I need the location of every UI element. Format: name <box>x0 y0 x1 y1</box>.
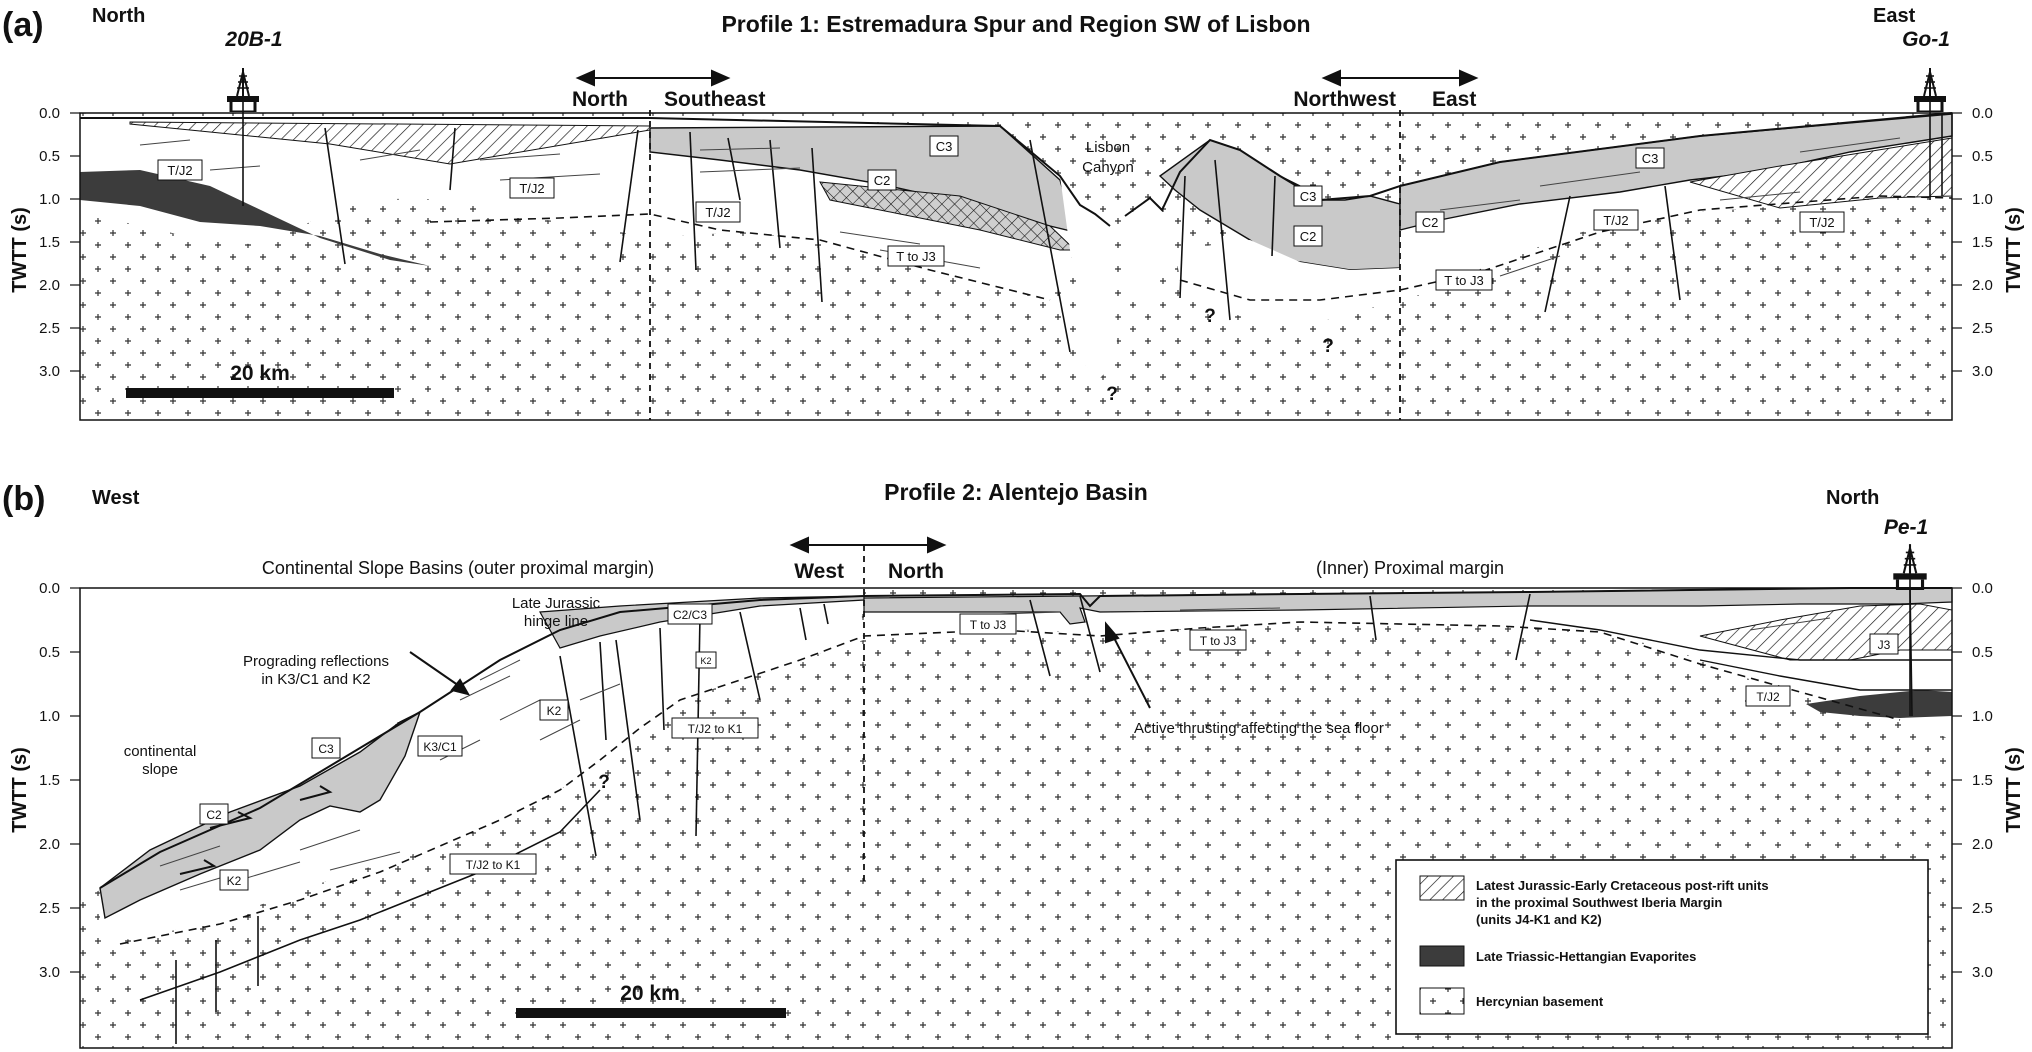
panel-a-dir1-right: Southeast <box>664 88 766 111</box>
panel-b-unit-label: J3 <box>1877 638 1891 652</box>
svg-text:1.0: 1.0 <box>39 191 60 208</box>
panel-a-unit-label: C2 <box>1299 229 1317 244</box>
svg-text:0.5: 0.5 <box>39 644 60 661</box>
panel-b-scale-label: 20 km <box>620 982 680 1005</box>
panel-a-dir2-left: Northwest <box>1293 88 1396 111</box>
panel-b-question: ? <box>598 772 610 793</box>
svg-text:2.5: 2.5 <box>1972 320 1993 337</box>
svg-text:3.0: 3.0 <box>1972 964 1993 981</box>
panel-a <box>2 5 2025 420</box>
panel-a-right-axis <box>1952 105 2025 380</box>
svg-text:1.0: 1.0 <box>1972 191 1993 208</box>
panel-b-corner-right: North <box>1826 487 1880 509</box>
panel-b-slope-1: continental <box>123 743 197 760</box>
svg-text:0.0: 0.0 <box>1972 105 1993 122</box>
svg-text:0.5: 0.5 <box>1972 148 1993 165</box>
legend-swatch-basement <box>1420 988 1464 1014</box>
panel-a-unit-label: T/J2 <box>519 181 545 196</box>
svg-text:2.0: 2.0 <box>1972 277 1993 294</box>
svg-text:0.0: 0.0 <box>39 105 60 122</box>
panel-a-well-left: 20B-1 <box>225 28 283 51</box>
panel-a-question-3: ? <box>1322 336 1334 357</box>
svg-text:3.0: 3.0 <box>1972 363 1993 380</box>
panel-b-well: Pe-1 <box>1883 516 1929 539</box>
svg-text:1.5: 1.5 <box>39 234 60 251</box>
svg-text:1.0: 1.0 <box>39 708 60 725</box>
panel-a-corner-left: North <box>92 5 146 27</box>
panel-b-unit-label: K3/C1 <box>423 740 457 754</box>
panel-b-thrust-label: Active thrusting affecting the sea floor <box>1134 720 1384 737</box>
panel-a-direction-arrow-2 <box>1324 71 1476 85</box>
svg-text:1.5: 1.5 <box>1972 772 1993 789</box>
panel-b-unit-label: C2/C3 <box>672 608 708 622</box>
panel-b-hinge-1: Late Jurassic <box>511 595 601 612</box>
svg-text:1.5: 1.5 <box>39 772 60 789</box>
legend <box>1396 860 1928 1034</box>
svg-text:2.5: 2.5 <box>39 320 60 337</box>
panel-b-unit-label: K2 <box>226 874 242 888</box>
panel-b-axis-label-right: TWTT (s) <box>2003 747 2025 833</box>
panel-b-scale-bar <box>516 1008 786 1018</box>
panel-b-dir-right: North <box>888 560 944 583</box>
panel-a-scale-bar <box>126 388 394 398</box>
svg-text:2.0: 2.0 <box>39 836 60 853</box>
panel-a-unit-label: C3 <box>935 139 953 154</box>
panel-b-axis-label-left: TWTT (s) <box>9 747 31 833</box>
panel-a-unit-label: T to J3 <box>896 249 936 264</box>
svg-text:0.0: 0.0 <box>39 580 60 597</box>
panel-b-dir-left: West <box>794 560 844 583</box>
panel-a-unit-label: C3 <box>1641 151 1659 166</box>
panel-a-unit-label: T/J2 <box>167 163 193 178</box>
panel-b-unit-label: K2 <box>546 704 562 718</box>
svg-text:2.5: 2.5 <box>39 900 60 917</box>
svg-text:2.0: 2.0 <box>1972 836 1993 853</box>
panel-a-question-2: ? <box>1204 306 1216 327</box>
svg-text:2.5: 2.5 <box>1972 900 1993 917</box>
panel-a-canyon-label-1: Lisbon <box>1085 139 1131 156</box>
panel-b-subtitle-right: (Inner) Proximal margin <box>1315 558 1505 578</box>
panel-b-title: Profile 2: Alentejo Basin <box>884 479 1148 505</box>
svg-text:2.0: 2.0 <box>39 277 60 294</box>
panel-b-unit-label: T/J2 <box>1756 690 1780 704</box>
panel-a-title: Profile 1: Estremadura Spur and Region SW of Lisbon <box>721 11 1311 37</box>
svg-text:1.0: 1.0 <box>1972 708 1993 725</box>
svg-text:0.5: 0.5 <box>1972 644 1993 661</box>
panel-b-unit-label: T/J2 to K1 <box>687 722 743 736</box>
panel-a-well-right: Go-1 <box>1902 28 1950 51</box>
panel-a-unit-label: T to J3 <box>1444 273 1484 288</box>
panel-a-unit-label: C2 <box>873 173 891 188</box>
panel-a-canyon-label-2: Canyon <box>1082 159 1134 176</box>
panel-b-right-axis <box>1952 580 2025 981</box>
panel-b <box>2 479 2025 1048</box>
svg-text:3.0: 3.0 <box>39 964 60 981</box>
panel-a-unit-label: C2 <box>1421 215 1439 230</box>
legend-swatch-evaporite <box>1420 946 1464 966</box>
panel-a-left-axis <box>9 105 80 380</box>
panel-a-unit-label: T/J2 <box>705 205 731 220</box>
panel-a-corner-right: East <box>1873 5 1916 27</box>
panel-b-left-axis <box>9 580 80 981</box>
panel-b-unit-label: K2 <box>700 656 712 666</box>
svg-text:3.0: 3.0 <box>39 363 60 380</box>
panel-a-unit-label: T/J2 <box>1809 215 1835 230</box>
legend-item2: Late Triassic-Hettangian Evaporites <box>1476 949 1697 964</box>
panel-b-hinge-2: hinge line <box>523 613 589 630</box>
panel-b-tag: (b) <box>2 480 46 518</box>
panel-a-scale-label: 20 km <box>230 362 290 385</box>
panel-b-prograding-2: in K3/C1 and K2 <box>261 671 371 688</box>
panel-a-tag: (a) <box>2 6 44 44</box>
legend-swatch-hatch <box>1420 876 1464 900</box>
legend-item1-line3: (units J4-K1 and K2) <box>1476 912 1602 927</box>
panel-b-unit-label: C2 <box>206 808 222 822</box>
svg-text:1.5: 1.5 <box>1972 234 1993 251</box>
panel-b-unit-label: T to J3 <box>969 618 1007 632</box>
panel-b-prograding-1: Prograding reflections <box>243 653 389 670</box>
legend-item3: Hercynian basement <box>1476 994 1604 1009</box>
panel-b-subtitle-left: Continental Slope Basins (outer proximal margin) <box>261 558 655 578</box>
panel-b-corner-left: West <box>92 487 140 509</box>
panel-a-dir2-right: East <box>1432 88 1477 111</box>
panel-b-slope-2: slope <box>142 761 178 778</box>
legend-item1-line2: in the proximal Southwest Iberia Margin <box>1476 895 1723 910</box>
panel-a-dir1-left: North <box>572 88 628 111</box>
panel-a-unit-label: T/J2 <box>1603 213 1629 228</box>
panel-b-unit-label: T/J2 to K1 <box>465 858 521 872</box>
panel-a-direction-arrow-1 <box>578 71 728 85</box>
panel-b-unit-label: T to J3 <box>1199 634 1237 648</box>
panel-a-axis-label-left: TWTT (s) <box>9 207 31 293</box>
panel-a-question-1: ? <box>1106 384 1118 405</box>
svg-text:0.5: 0.5 <box>39 148 60 165</box>
panel-a-unit-label: C3 <box>1299 189 1317 204</box>
panel-b-direction-arrow <box>792 538 944 552</box>
svg-text:0.0: 0.0 <box>1972 580 1993 597</box>
legend-item1-line1: Latest Jurassic-Early Cretaceous post-rift units <box>1476 878 1769 893</box>
panel-b-unit-label: C3 <box>318 742 334 756</box>
panel-a-axis-label-right: TWTT (s) <box>2003 207 2025 293</box>
